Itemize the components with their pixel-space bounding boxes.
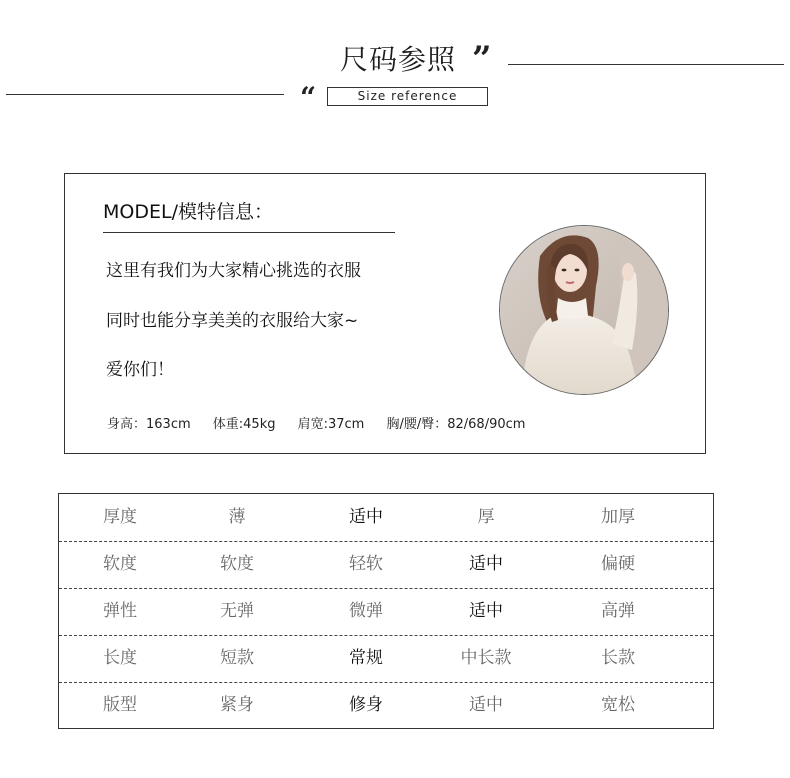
attr-label: 长度	[103, 648, 137, 668]
attr-row-length	[59, 635, 713, 683]
attr-option: 适中	[469, 695, 503, 715]
model-stat-measurements: 胸/腰/臀：82/68/90cm	[386, 417, 526, 432]
attr-option: 中长款	[460, 648, 512, 668]
attr-row-elasticity	[59, 588, 713, 636]
fabric-attributes-table	[58, 493, 714, 729]
model-stat-shoulder: 肩宽:37cm	[297, 417, 365, 432]
model-heading: MODEL/模特信息：	[103, 201, 273, 223]
model-stat-weight: 体重:45kg	[212, 417, 276, 432]
model-desc-line-3: 爱你们！	[106, 360, 174, 380]
attr-option: 长款	[601, 648, 635, 668]
attr-label: 版型	[103, 695, 137, 715]
model-stats	[107, 415, 525, 435]
attr-label: 厚度	[103, 507, 137, 527]
attr-option: 厚	[477, 507, 495, 527]
attr-option: 适中	[349, 507, 383, 527]
attr-option: 短款	[220, 648, 254, 668]
attr-row-thickness	[59, 494, 713, 542]
attr-option: 紧身	[220, 695, 254, 715]
close-quote-icon: ”	[472, 39, 492, 79]
attr-option: 常规	[349, 648, 383, 668]
header-rule-right	[508, 64, 784, 65]
model-desc-line-1: 这里有我们为大家精心挑选的衣服	[106, 261, 361, 281]
open-quote-icon: “	[300, 81, 317, 114]
attr-option: 无弹	[220, 601, 254, 621]
attr-option: 微弹	[349, 601, 383, 621]
model-heading-underline	[103, 232, 395, 233]
attr-option: 轻软	[349, 554, 383, 574]
attr-option: 宽松	[601, 695, 635, 715]
page-title: 尺码参照	[340, 43, 457, 76]
attr-label: 弹性	[103, 601, 137, 621]
model-desc-line-2: 同时也能分享美美的衣服给大家~	[106, 311, 359, 331]
attr-option: 修身	[349, 695, 383, 715]
attr-option: 适中	[469, 554, 503, 574]
model-stat-height: 身高：163cm	[107, 417, 191, 432]
page-subtitle: Size reference	[327, 87, 488, 106]
model-photo	[499, 225, 669, 395]
attr-option: 软度	[220, 554, 254, 574]
attr-row-fit	[59, 682, 713, 729]
attr-option: 薄	[228, 507, 246, 527]
attr-label: 软度	[103, 554, 137, 574]
attr-option: 偏硬	[601, 554, 635, 574]
attr-row-softness	[59, 541, 713, 589]
header-rule-left	[6, 94, 284, 95]
attr-option: 高弹	[601, 601, 635, 621]
attr-option: 适中	[469, 601, 503, 621]
attr-option: 加厚	[601, 507, 635, 527]
